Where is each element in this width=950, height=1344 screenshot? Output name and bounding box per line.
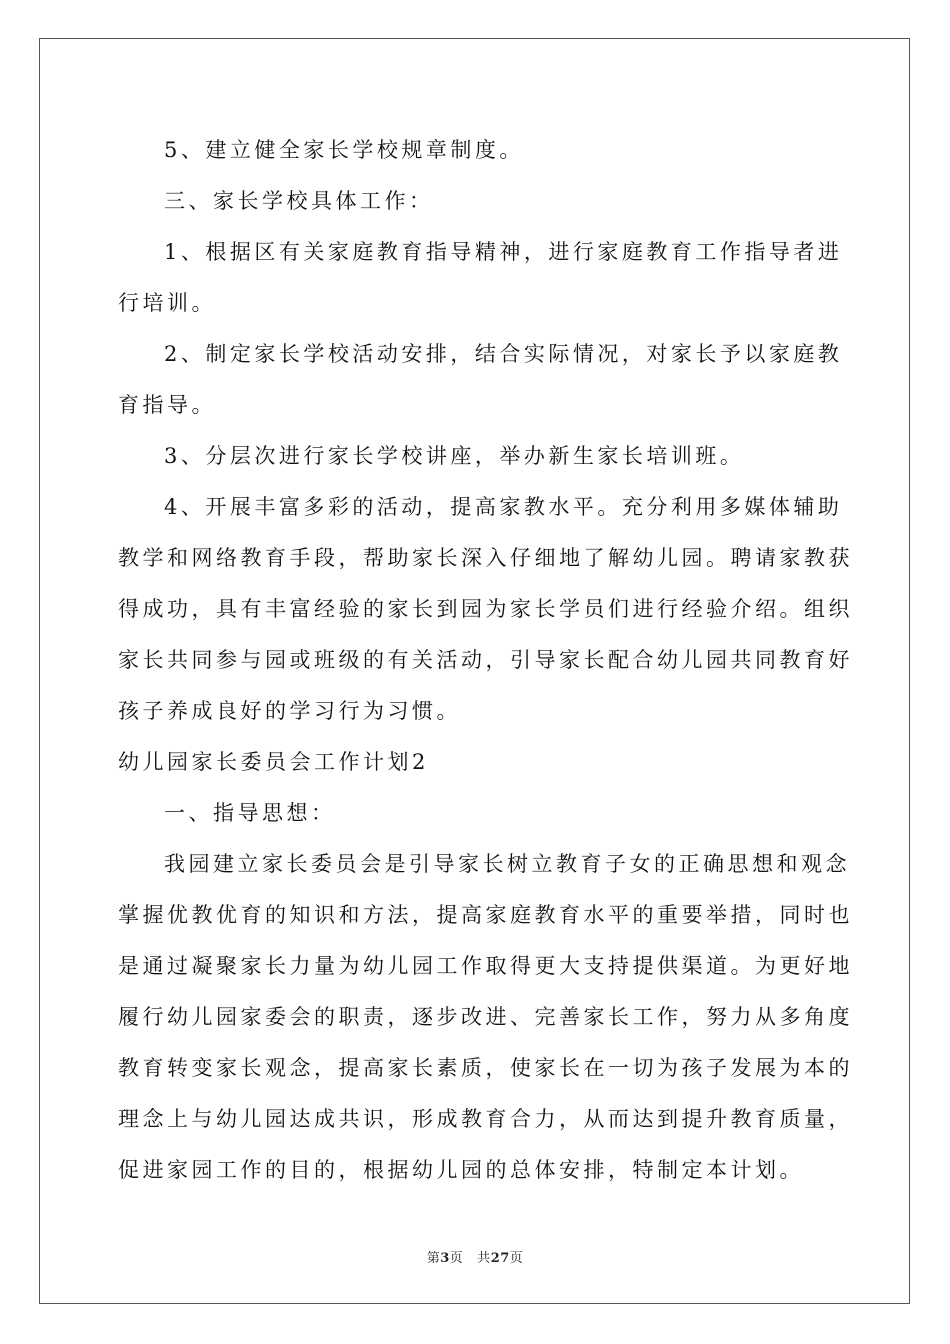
- page-prefix: 第: [426, 1251, 441, 1266]
- total-suffix: 页: [509, 1251, 524, 1266]
- paragraph-line: 是通过凝聚家长力量为幼儿园工作取得更大支持提供渠道。为更好地: [118, 954, 853, 978]
- paragraph-line: 1、根据区有关家庭教育指导精神，进行家庭教育工作指导者进: [164, 240, 843, 264]
- total-page-count: 27: [490, 1251, 510, 1266]
- paragraph-line: 孩子养成良好的学习行为习惯。: [118, 699, 461, 723]
- paragraph-line: 3、分层次进行家长学校讲座，举办新生家长培训班。: [164, 444, 745, 468]
- paragraph-line: 家长共同参与园或班级的有关活动，引导家长配合幼儿园共同教育好: [118, 648, 853, 672]
- paragraph-line: 4、开展丰富多彩的活动，提高家教水平。充分利用多媒体辅助: [164, 495, 843, 519]
- paragraph-line: 掌握优教优育的知识和方法，提高家庭教育水平的重要举措，同时也: [118, 903, 853, 927]
- page-suffix: 页: [449, 1251, 464, 1266]
- page-footer: [0, 1247, 950, 1266]
- document-subtitle: 幼儿园家长委员会工作计划2: [118, 750, 429, 774]
- paragraph-line: 履行幼儿园家委会的职责，逐步改进、完善家长工作，努力从多角度: [118, 1005, 853, 1029]
- paragraph-line: 教育转变家长观念，提高家长素质，使家长在一切为孩子发展为本的: [118, 1056, 853, 1080]
- document-body: [118, 125, 853, 1196]
- paragraph-line: 促进家园工作的目的，根据幼儿园的总体安排，特制定本计划。: [118, 1158, 804, 1182]
- total-prefix: 共: [477, 1251, 491, 1266]
- paragraph-line: 我园建立家长委员会是引导家长树立教育子女的正确思想和观念: [164, 852, 850, 876]
- paragraph-line: 2、制定家长学校活动安排，结合实际情况，对家长予以家庭教: [164, 342, 843, 366]
- paragraph-line: 教学和网络教育手段，帮助家长深入仔细地了解幼儿园。聘请家教获: [118, 546, 853, 570]
- paragraph-line: 5、建立健全家长学校规章制度。: [164, 138, 524, 162]
- paragraph-line: 育指导。: [118, 393, 216, 417]
- paragraph-line: 理念上与幼儿园达成共识，形成教育合力，从而达到提升教育质量，: [118, 1107, 853, 1131]
- section-heading: 三、家长学校具体工作：: [164, 189, 434, 213]
- section-heading: 一、指导思想：: [164, 801, 336, 825]
- paragraph-line: 得成功，具有丰富经验的家长到园为家长学员们进行经验介绍。组织: [118, 597, 853, 621]
- current-page-number: 3: [440, 1251, 450, 1266]
- paragraph-line: 行培训。: [118, 291, 216, 315]
